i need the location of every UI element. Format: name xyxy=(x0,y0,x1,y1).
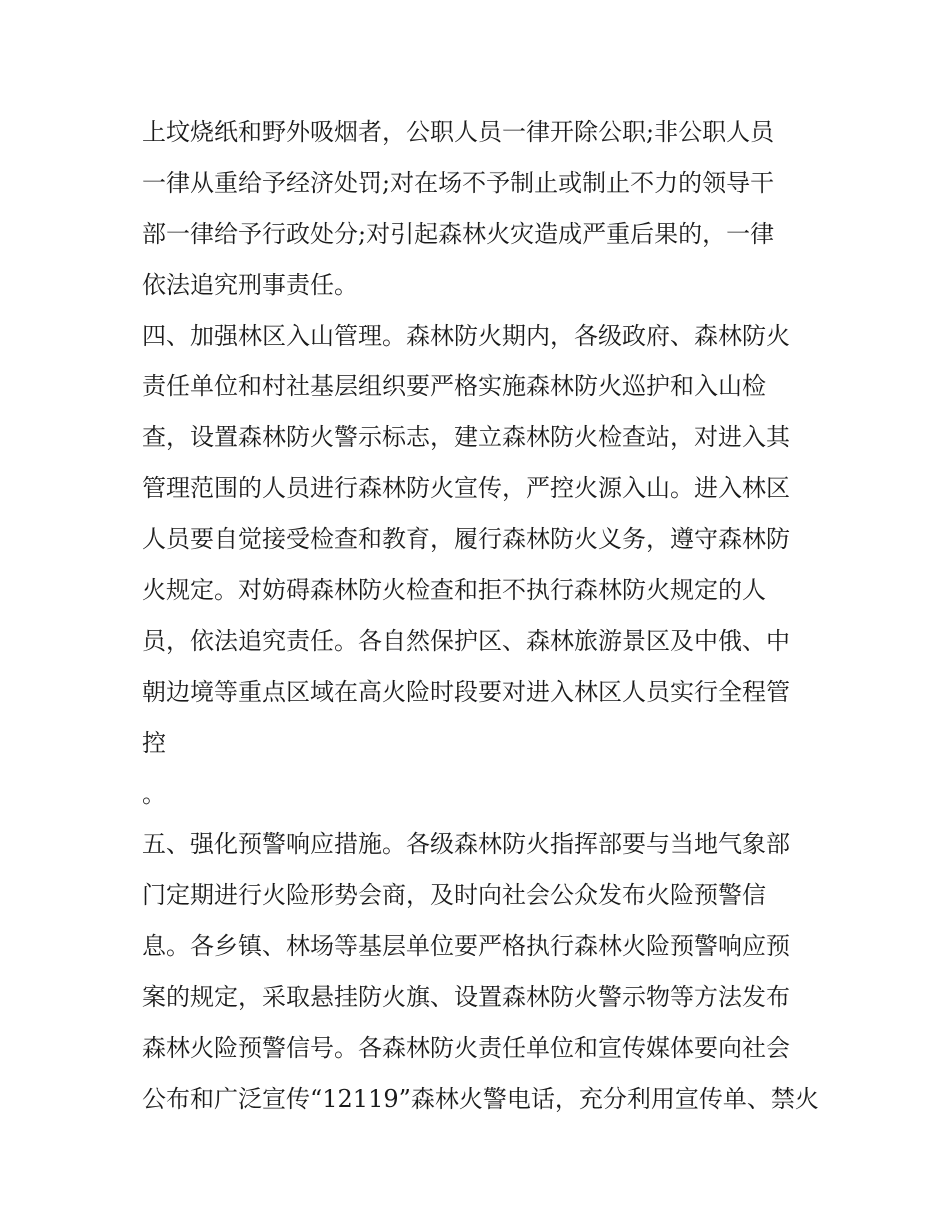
text-line: 查，设置森林防火警示标志，建立森林防火检查站，对进入其 xyxy=(142,423,790,452)
text-line: 员，依法追究责任。各自然保护区、森林旅游景区及中俄、中 xyxy=(142,626,790,655)
text-line: 上坟烧纸和野外吸烟者，公职人员一律开除公职;非公职人员 xyxy=(142,118,775,146)
text-line: 责任单位和村社基层组织要严格实施森林防火巡护和入山检 xyxy=(142,372,766,401)
text-line: 案的规定，采取悬挂防火旗、设置森林防火警示物等方法发布 xyxy=(142,983,790,1012)
text-line: 。 xyxy=(142,779,166,808)
text-line: 森林火险预警信号。各森林防火责任单位和宣传媒体要向社会 xyxy=(142,1034,790,1063)
text-line: 管理范围的人员进行森林防火宣传，严控火源入山。进入林区 xyxy=(142,474,790,503)
text-line: 人员要自觉接受检查和教育，履行森林防火义务，遵守森林防 xyxy=(142,525,790,554)
document-body xyxy=(142,107,822,1125)
text-line: 门定期进行火险形势会商，及时向社会公众发布火险预警信 xyxy=(142,881,766,910)
text-line: 火规定。对妨碍森林防火检查和拒不执行森林防火规定的人 xyxy=(142,576,766,605)
text-line: 五、强化预警响应措施。各级森林防火指挥部要与当地气象部 xyxy=(142,830,790,859)
text-line: 依法追究刑事责任。 xyxy=(142,270,358,299)
text-line: 公布和广泛宣传“12119”森林火警电话，充分利用宣传单、禁火 xyxy=(142,1084,819,1113)
text-line: 四、加强林区入山管理。森林防火期内，各级政府、森林防火 xyxy=(142,321,790,350)
text-line: 部一律给予行政处分;对引起森林火灾造成严重后果的，一律 xyxy=(142,219,775,248)
text-line: 息。各乡镇、林场等基层单位要严格执行森林火险预警响应预 xyxy=(142,932,790,961)
text-line: 朝边境等重点区域在高火险时段要对进入林区人员实行全程管 xyxy=(142,677,790,706)
text-line: 控 xyxy=(142,728,166,757)
text-line: 一律从重给予经济处罚;对在场不予制止或制止不力的领导干 xyxy=(142,168,775,197)
